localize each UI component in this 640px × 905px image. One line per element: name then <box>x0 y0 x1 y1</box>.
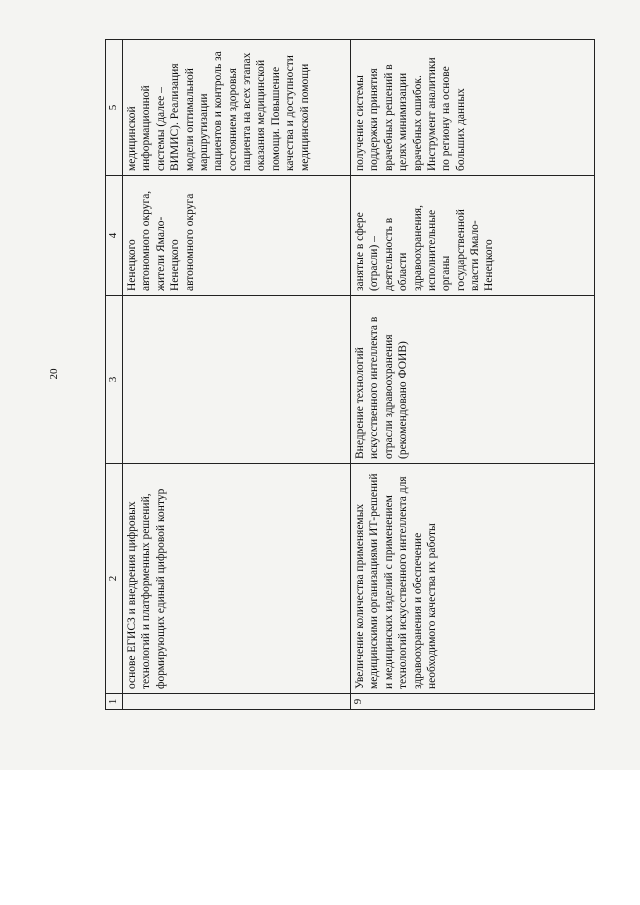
header-col-3: 3 <box>106 296 123 464</box>
header-col-2: 2 <box>106 464 123 694</box>
table-row <box>351 40 595 710</box>
cell-task: Увеличение количества применяемых медицинскими организациями ИТ-решений и медицинских изделий с применением технологий искусственного интеллекта для здравоохранения и обеспечение необходимого качества их работы <box>351 464 595 694</box>
cell-result: получение системы поддержки принятия врачебных решений в целях минимизации врачебных ошибок. Инструмент аналитики по региону на основе больших данных <box>351 40 595 176</box>
table-row <box>123 40 351 710</box>
cell-result: медицинской информационной системы (далее – ВИМИС). Реализация модели оптимальной маршрутизации пациентов и контроль за состоянием здоровья пациента на всех этапах оказания медицинской помощи. Повышение качества и доступности медицинской помощи <box>123 40 351 176</box>
row-number: 9 <box>351 694 595 710</box>
cell-measure <box>123 296 351 464</box>
header-col-4: 4 <box>106 176 123 296</box>
page-number: 20 <box>48 368 60 380</box>
data-table <box>105 39 595 710</box>
page-bottom-margin <box>0 770 640 905</box>
row-number <box>123 694 351 710</box>
header-col-5: 5 <box>106 40 123 176</box>
cell-target-group: занятые в сфере (отрасли) – деятельность в области здравоохранения, исполнительные органы государственной власти Ямало-Ненецкого <box>351 176 595 296</box>
header-col-1: 1 <box>106 694 123 710</box>
cell-target-group: Ненецкого автономного округа, жители Ямало-Ненецкого автономного округа <box>123 176 351 296</box>
table-header-row <box>106 40 123 710</box>
cell-task: основе ЕГИСЗ и внедрения цифровых технологий и платформенных решений, формирующих единый цифровой контур <box>123 464 351 694</box>
table-container <box>105 40 595 710</box>
cell-measure: Внедрение технологий искусственного интеллекта в отрасли здравоохранения (рекомендовано ФОИВ) <box>351 296 595 464</box>
